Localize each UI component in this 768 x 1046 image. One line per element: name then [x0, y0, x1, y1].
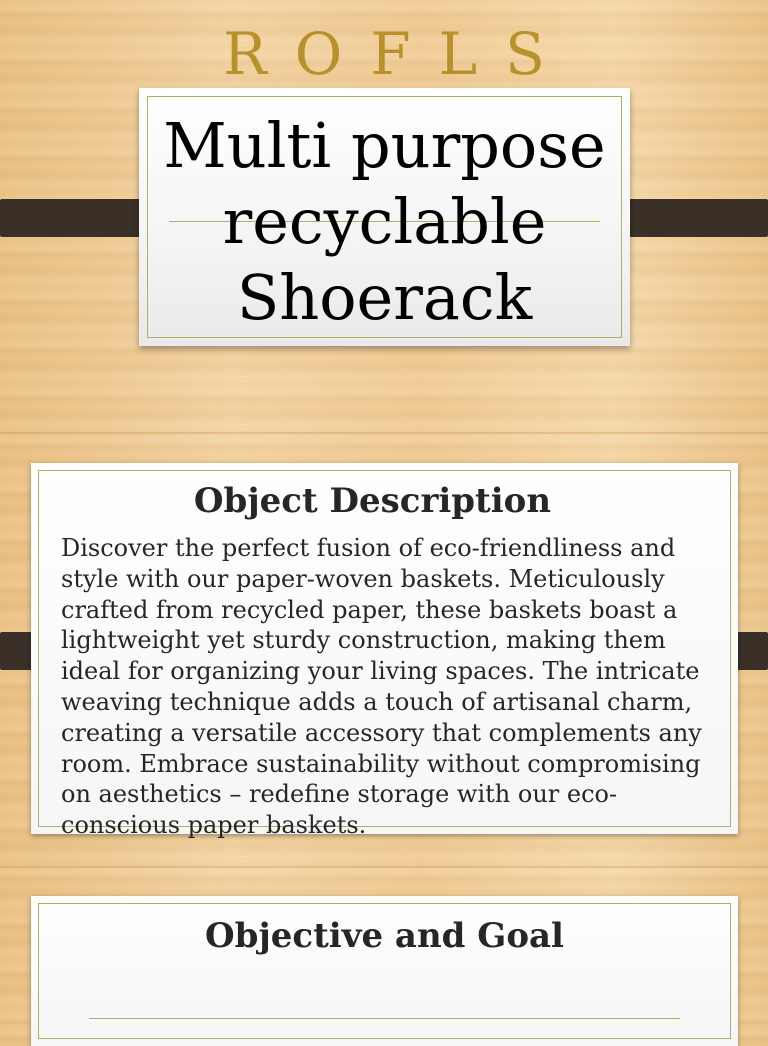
wood-plank-seam	[0, 432, 768, 434]
title-card	[139, 88, 630, 346]
title-line-1: Multi purpose	[163, 109, 606, 182]
brand-title: ROFLS	[223, 20, 573, 88]
page-title	[119, 108, 650, 336]
title-line-3: Shoerack	[236, 261, 533, 334]
card-divider	[89, 1018, 680, 1019]
wood-plank-seam	[0, 866, 768, 868]
section-heading: Object Description	[193, 481, 552, 521]
object-description-text: Discover the perfect fusion of eco-friendliness and style with our paper-woven baskets. Meticulously crafted from recycled paper, these baskets boast a lightweight yet sturdy construction, making them ideal for organizing your living spaces. The intricate weaving technique adds a touch of artisanal charm, creating a versatile accessory that complements any room. Embrace sustainability without compromising on aesthetics – redefine storage with our eco-conscious paper baskets.	[61, 534, 702, 840]
title-line-2: recyclable	[222, 185, 547, 258]
section-heading: Objective and Goal	[205, 916, 564, 956]
